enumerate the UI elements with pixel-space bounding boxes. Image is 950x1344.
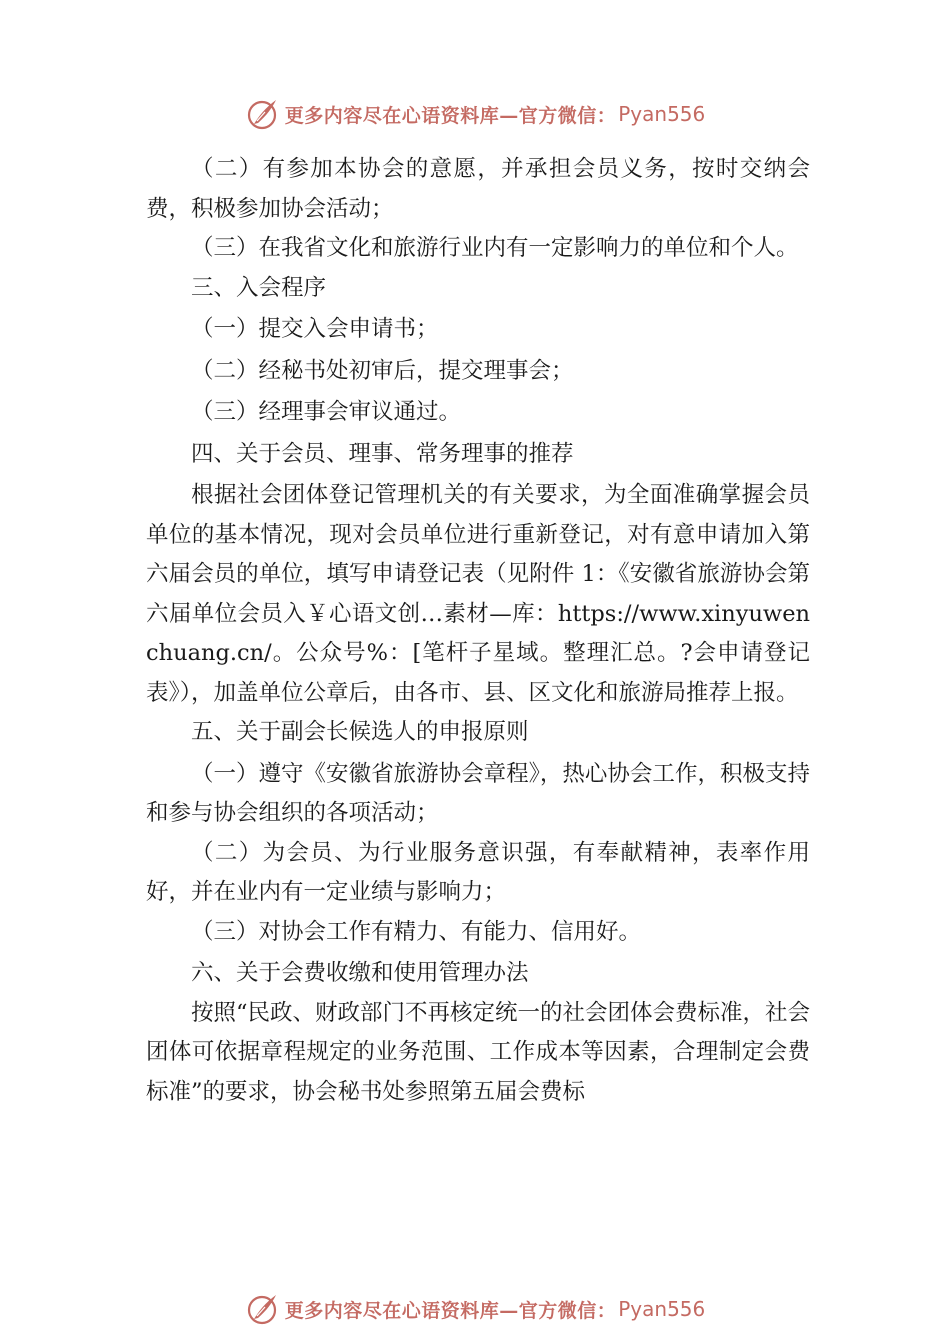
paragraph: （二）有参加本协会的意愿，并承担会员义务，按时交纳会费，积极参加协会活动； (146, 156, 810, 222)
quill-logo-icon (245, 1291, 281, 1327)
section-heading: 三、入会程序 (191, 274, 327, 301)
paragraph: （三）在我省文化和旅游行业内有一定影响力的单位和个人。 (191, 235, 799, 261)
paragraph: （二）为会员、为行业服务意识强，有奉献精神，表率作用好，并在业内有一定业绩与影响力； (146, 839, 810, 905)
footer-banner (0, 1289, 950, 1329)
wechat-id: Pyan556 (618, 1297, 706, 1321)
header-banner (0, 94, 950, 134)
section-heading: 五、关于副会长候选人的申报原则 (191, 719, 529, 745)
quill-logo-icon (245, 96, 281, 132)
paragraph: 按照“民政、财政部门不再核定统一的社会团体会费标准，社会团体可依据章程规定的业务范围、工作成本等因素，合理制定会费标准”的要求，协会秘书处参照第五届会费标 (146, 999, 811, 1105)
paragraph: （三）对协会工作有精力、有能力、信用好。 (191, 918, 642, 945)
paragraph: （一）提交入会申请书； (191, 316, 439, 342)
banner-text: 更多内容尽在心语资料库—官方微信： (284, 104, 617, 127)
wechat-id: Pyan556 (618, 102, 706, 126)
paragraph: （二）经秘书处初审后，提交理事会； (191, 357, 574, 384)
paragraph: （三）经理事会审议通过。 (191, 399, 462, 425)
banner-text: 更多内容尽在心语资料库—官方微信： (284, 1299, 617, 1322)
paragraph: 根据社会团体登记管理机关的有关要求，为全面准确掌握会员单位的基本情况，现对会员单位进行重新登记，对有意申请加入第六届会员的单位，填写申请登记表（见附件 1：《安徽省旅游协会第六届单位会员入￥心语文创…素材—库：https://www.xinyuwenchuang.cn/。公众号%：[笔杆子星域。整理汇总。?会申请登记表》），加盖单位公章后，由各市、县、区文化和旅游局推荐上报。 (146, 482, 810, 706)
section-heading: 四、关于会员、理事、常务理事的推荐 (191, 440, 574, 467)
document-body (146, 150, 810, 1112)
paragraph: （一）遵守《安徽省旅游协会章程》，热心协会工作，积极支持和参与协会组织的各项活动； (146, 760, 810, 826)
section-heading: 六、关于会费收缴和使用管理办法 (191, 960, 529, 986)
